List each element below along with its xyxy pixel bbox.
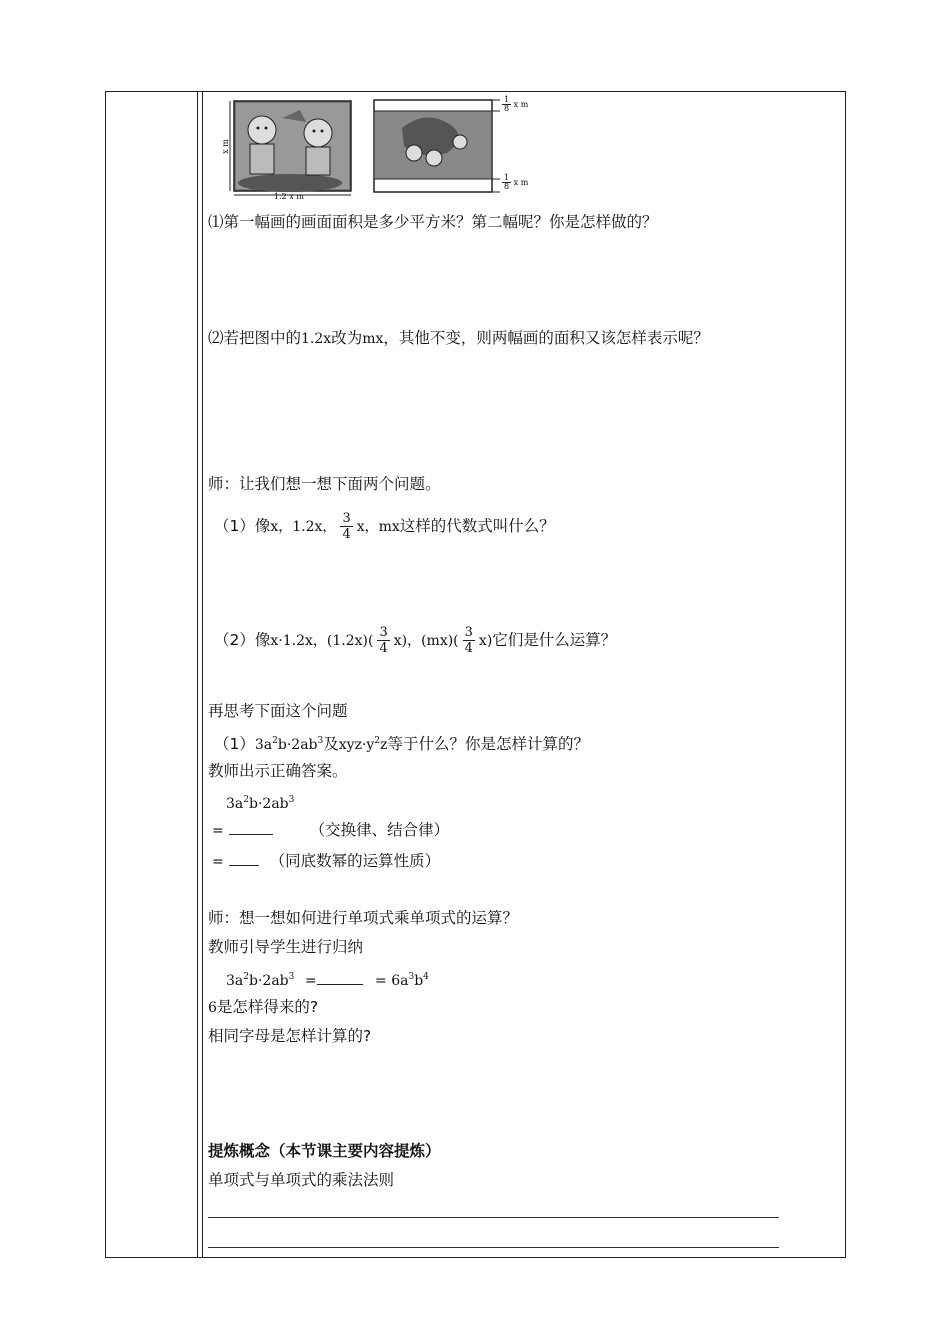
rule-title: 单项式与单项式的乘法法则 — [208, 1171, 395, 1189]
answer-blank-3[interactable] — [317, 970, 363, 985]
bottom-dimension: 1.2 x m — [274, 192, 304, 201]
same-letters: 相同字母是怎样计算的? — [208, 1027, 372, 1045]
figure-painting-1 — [222, 98, 357, 204]
top-margin-label: $\frac{1}{8}$ x m — [504, 95, 529, 113]
calc-line-1: $3a^2b\cdot 2ab^3$ — [226, 795, 295, 812]
extract-concept-title: 提炼概念（本节课主要内容提炼） — [208, 1142, 441, 1160]
problem-3: $(1)3a^2b\cdot 2ab^3$及$xyz\cdot y^2z$等于什么？你是怎样计算的？ — [214, 735, 589, 753]
teacher-prompt-2: 师：想一想如何进行单项式乘单项式的运算？ — [208, 909, 519, 927]
question-2: ⑵若把图中的1.2x改为mx，其他不变，则两幅画的面积又该怎样表示呢？ — [208, 329, 709, 347]
how-6: 6是怎样得来的? — [208, 998, 319, 1016]
bottom-margin-label: $\frac{1}{8}$ x m — [504, 173, 529, 191]
problem-1: （1）像x，1.2x， $\frac{3}{4}$ x，mx这样的代数式叫什么？ — [214, 511, 555, 542]
lesson-table — [105, 91, 846, 1258]
answer-blank-1[interactable] — [229, 820, 273, 835]
left-dimension: x m — [220, 139, 230, 154]
calc-line-2: = （交换律、结合律） — [212, 821, 450, 839]
figure-painting-2 — [372, 95, 532, 198]
teacher-answer: 教师出示正确答案。 — [208, 762, 348, 780]
write-line-2[interactable] — [208, 1247, 779, 1248]
calc2-line: $3a^2b\cdot 2ab^3$ = = $6a^3b^4$ — [226, 972, 429, 989]
teacher-prompt-1: 师：让我们想一想下面两个问题。 — [208, 475, 441, 493]
column-divider-2 — [202, 92, 203, 1257]
teacher-guide: 教师引导学生进行归纳 — [208, 938, 364, 956]
write-line-1[interactable] — [208, 1217, 779, 1218]
question-1: ⑴第一幅画的画面面积是多少平方米？第二幅呢？你是怎样做的？ — [208, 213, 658, 231]
think-again: 再思考下面这个问题 — [208, 702, 348, 720]
calc-line-3: = （同底数幂的运算性质） — [212, 852, 441, 870]
column-divider-1 — [197, 92, 198, 1257]
answer-blank-2[interactable] — [229, 851, 259, 866]
problem-2: （2）像x·1.2x，(1.2x)( $\frac{3}{4}$ x)，(mx)( $\frac{3}{4}$ x)它们是什么运算？ — [214, 625, 617, 656]
